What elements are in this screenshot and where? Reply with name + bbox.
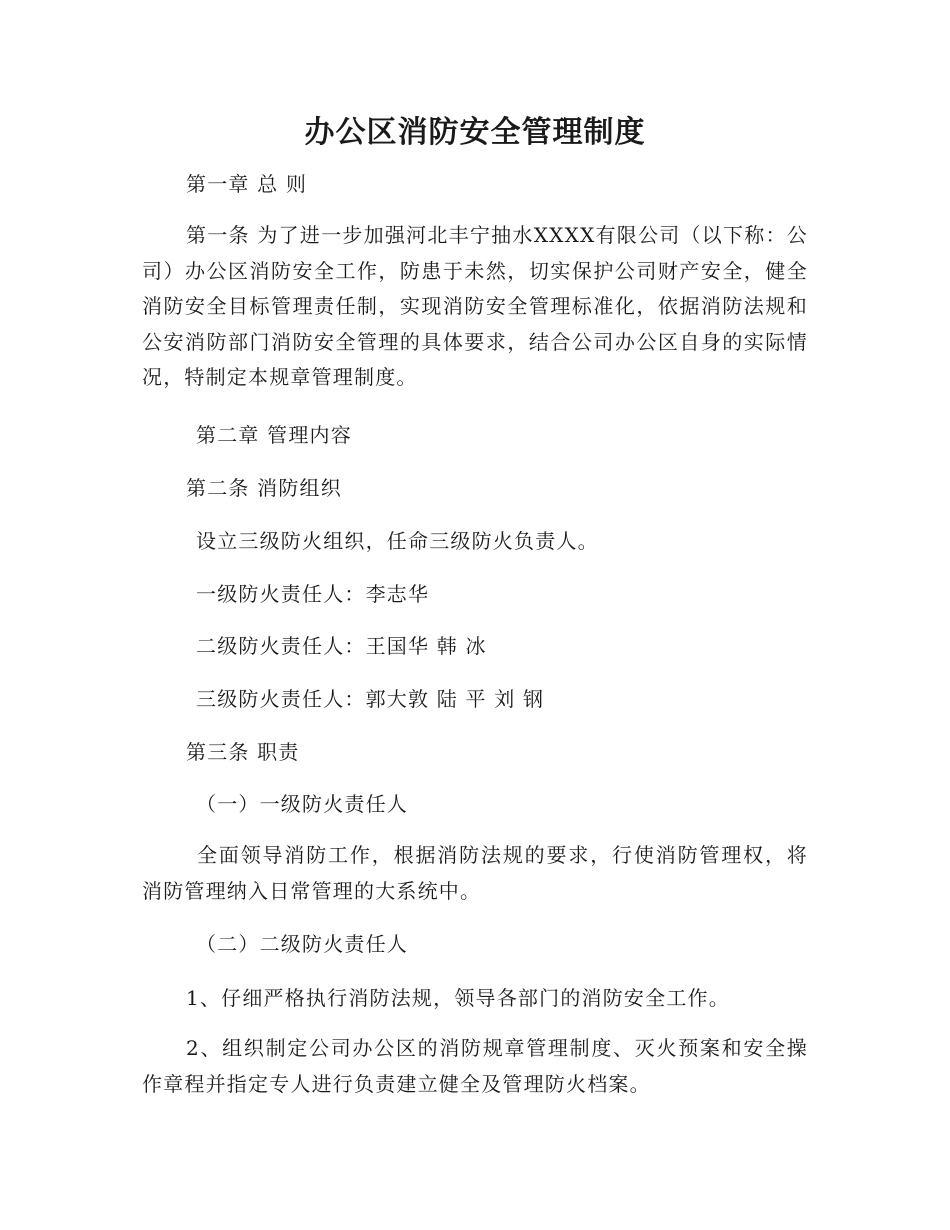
level-3-responsible: 三级防火责任人：郭大敦 陆 平 刘 钢 (196, 687, 545, 711)
duty-1-heading: （一）一级防火责任人 (196, 792, 408, 816)
article-2-heading: 第二条 消防组织 (186, 476, 342, 500)
article-3-heading: 第三条 职责 (186, 740, 300, 764)
chapter-1-heading: 第一章 总 则 (186, 172, 308, 196)
chapter-2-heading: 第二章 管理内容 (196, 423, 352, 447)
article-1-paragraph: 第一条 为了进一步加强河北丰宁抽水XXXX有限公司（以下称：公司）办公区消防安全工作，防患于未然，切实保护公司财产安全，健全消防安全目标管理责任制，实现消防安全管理标准化，依据消防法规和公安消防部门消防安全管理的具体要求，结合公司办公区自身的实际情况，特制定本规章管理制度。 (142, 223, 808, 389)
org-intro-text: 设立三级防火组织，任命三级防火负责人。 (196, 529, 599, 553)
level-1-responsible: 一级防火责任人：李志华 (196, 582, 430, 606)
duty-1-paragraph: 全面领导消防工作，根据消防法规的要求，行使消防管理权，将消防管理纳入日常管理的大系统中。 (142, 843, 808, 903)
duty-2-item-1: 1、仔细严格执行消防法规，领导各部门的消防安全工作。 (186, 986, 730, 1010)
duty-2-item-2: 2、组织制定公司办公区的消防规章管理制度、灭火预案和安全操作章程并指定专人进行负责建立健全及管理防火档案。 (142, 1036, 808, 1096)
level-2-responsible: 二级防火责任人：王国华 韩 冰 (196, 634, 487, 658)
duty-2-heading: （二）二级防火责任人 (196, 932, 408, 956)
document-title: 办公区消防安全管理制度 (304, 115, 646, 150)
